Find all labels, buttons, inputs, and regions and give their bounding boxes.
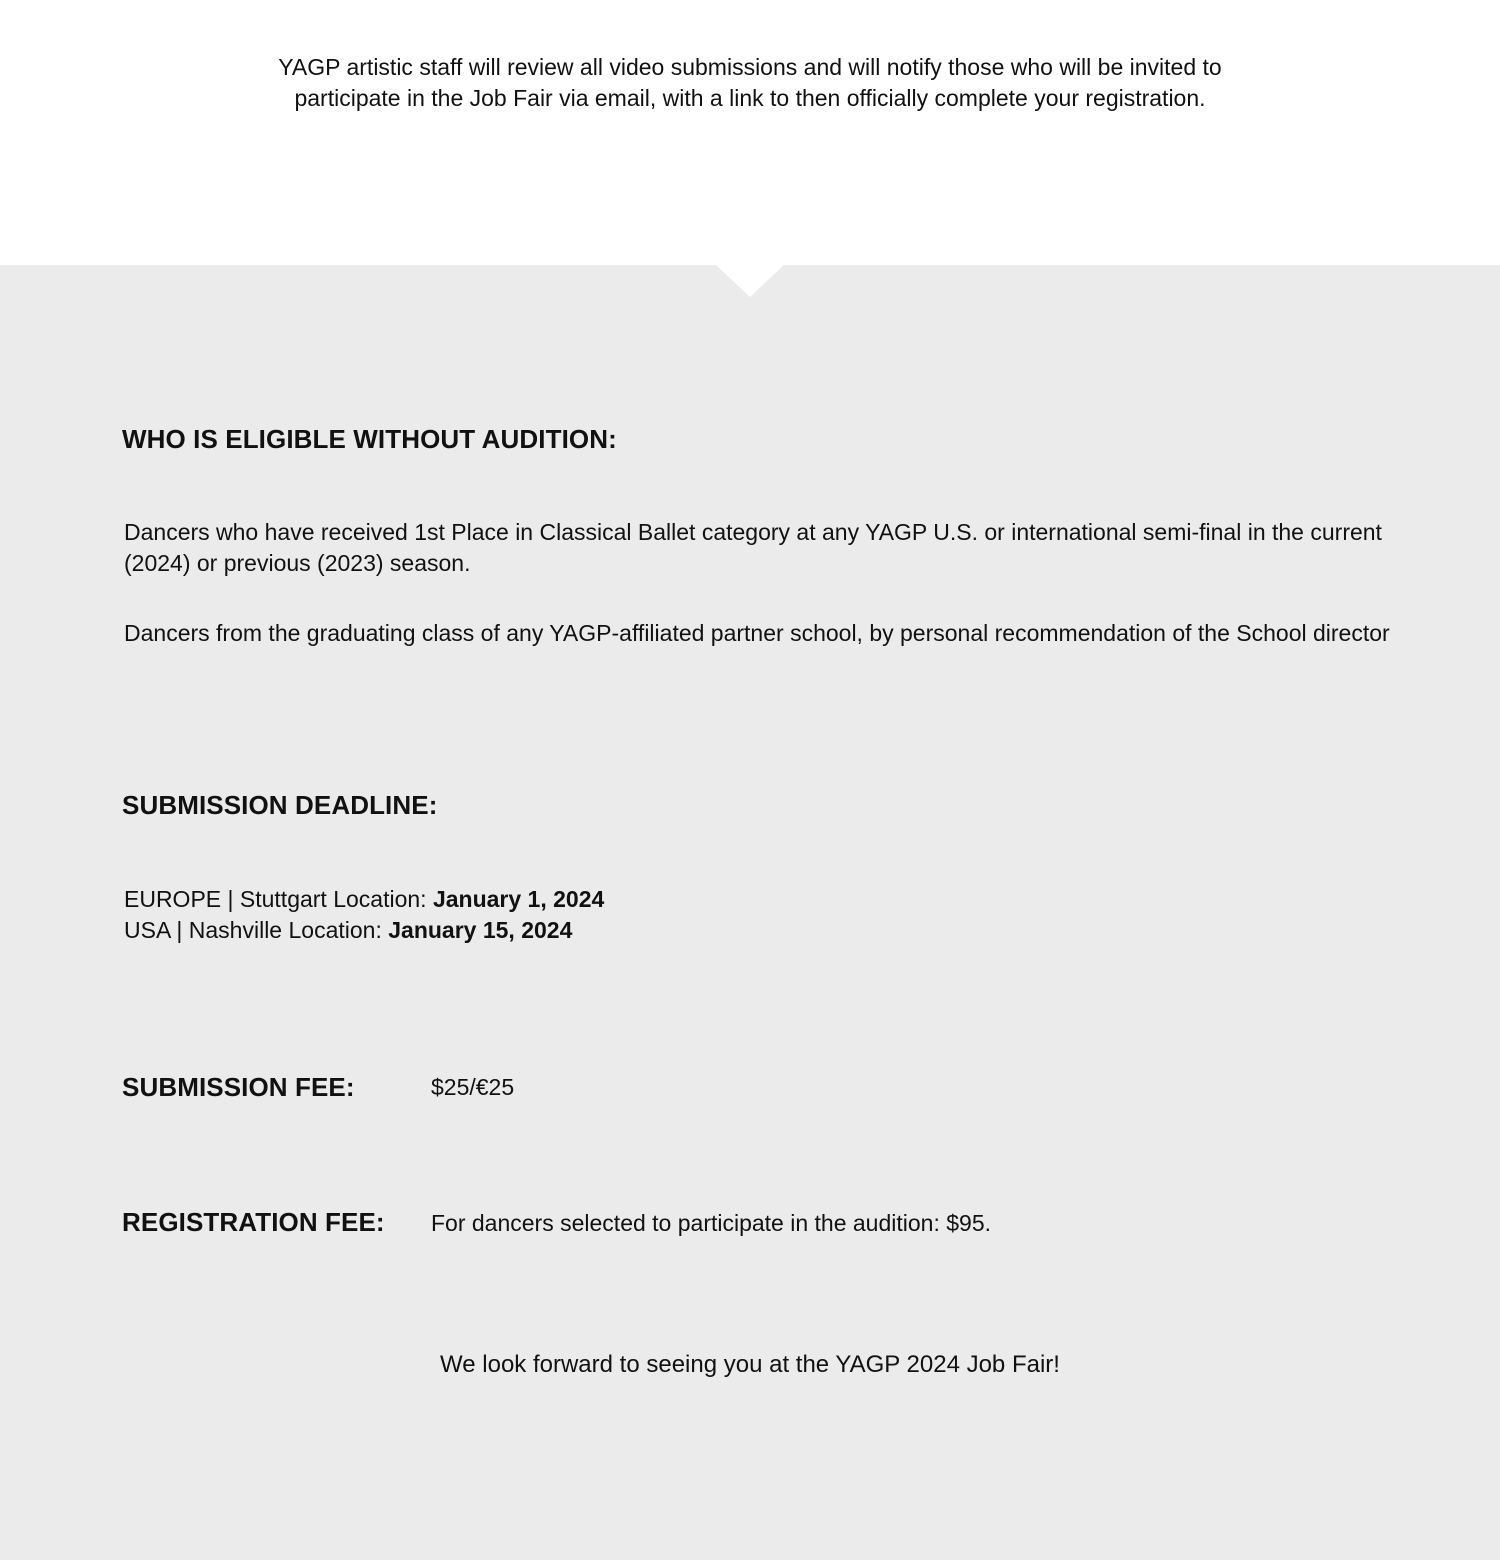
closing-message: We look forward to seeing you at the YAGP 2024 Job Fair! (440, 1351, 1060, 1378)
section-divider-arrow (715, 264, 785, 297)
deadline-europe-label: EUROPE | Stuttgart Location: (124, 886, 433, 912)
intro-section (0, 0, 1500, 265)
deadline-usa-label: USA | Nashville Location: (124, 917, 389, 943)
deadline-europe-date: January 1, 2024 (432, 886, 605, 912)
eligible-heading: WHO IS ELIGIBLE WITHOUT AUDITION: (122, 424, 617, 454)
submission-fee-heading: SUBMISSION FEE: (122, 1072, 355, 1102)
registration-fee-heading: REGISTRATION FEE: (122, 1207, 385, 1237)
registration-fee-value: For dancers selected to participate in the audition: $95. (431, 1210, 992, 1236)
submission-fee-value: $25/€25 (431, 1074, 515, 1100)
eligible-item-partner-school: Dancers from the graduating class of any YAGP-affiliated partner school, by personal recommendation of the School director (124, 620, 1390, 646)
intro-line-2: participate in the Job Fair via email, with a link to then officially complete your registration. (294, 85, 1206, 111)
deadline-usa (124, 915, 572, 946)
eligible-item-1st-place: Dancers who have received 1st Place in Classical Ballet category at any YAGP U.S. or international semi-final in the current (2024) or previous (2023) season. (124, 519, 1382, 576)
deadline-europe (124, 884, 604, 915)
deadline-usa-date: January 15, 2024 (388, 917, 573, 943)
intro-line-1: YAGP artistic staff will review all video submissions and will notify those who will be invited to (278, 54, 1222, 80)
deadline-heading: SUBMISSION DEADLINE: (122, 790, 438, 820)
intro-text (200, 52, 1300, 114)
